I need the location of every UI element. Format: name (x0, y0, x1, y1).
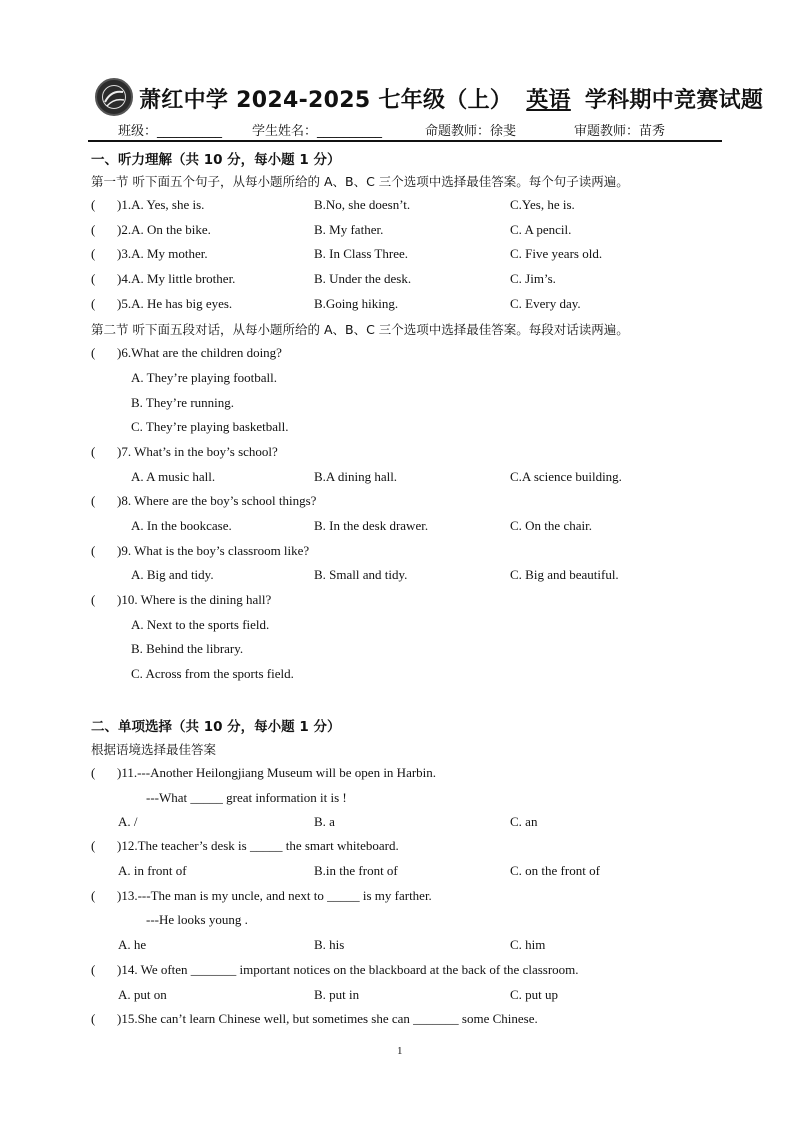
question-8-options: A. In the bookcase. B. In the desk drawer. C. On the chair. (131, 518, 592, 533)
question-13-line2: ---He looks young . (146, 912, 248, 927)
question-9: ( )9. What is the boy’s classroom like? (91, 543, 310, 558)
reviewer-label: 审题教师：苗秀 (574, 124, 666, 139)
question-10: ( )10. Where is the dining hall? (91, 592, 272, 607)
school-logo (95, 78, 133, 116)
question-11-options: A. / B. a C. an (118, 814, 538, 829)
question-7-options: A. A music hall. B.A dining hall. C.A science building. (131, 469, 622, 484)
question-12: ( )12.The teacher’s desk is _____ the smart whiteboard. (91, 838, 399, 853)
header-divider (88, 140, 722, 142)
section2-instructions: 根据语境选择最佳答案 (91, 742, 217, 757)
page-number: 1 (397, 1045, 403, 1057)
question-7: ( )7. What’s in the boy’s school? (91, 444, 278, 459)
question-6-option-b: B. They’re running. (131, 395, 235, 410)
question-8: ( )8. Where are the boy’s school things? (91, 493, 317, 508)
question-6-option-a: A. They’re playing football. (131, 370, 277, 385)
section2-heading: 二、单项选择（共 10 分，每小题 1 分） (91, 719, 341, 735)
question-3: ( )3.A. My mother. B. In Class Three. C. Five years old. (91, 246, 603, 261)
question-10-option-c: C. Across from the sports field. (131, 666, 294, 681)
question-10-option-b: B. Behind the library. (131, 641, 244, 656)
question-12-options: A. in front of B.in the front of C. on the front of (118, 863, 600, 878)
exam-subject: 英语 (526, 88, 571, 113)
question-13-options: A. he B. his C. him (118, 937, 546, 952)
class-label: 班级：__________ (118, 124, 223, 139)
question-11: ( )11.---Another Heilongjiang Museum will be open in Harbin. (91, 765, 437, 780)
question-9-options: A. Big and tidy. B. Small and tidy. C. Big and beautiful. (131, 567, 619, 582)
question-15: ( )15.She can’t learn Chinese well, but sometimes she can _______ some Chinese. (91, 1011, 538, 1026)
student-name-label: 学生姓名：__________ (252, 124, 383, 139)
question-11-line2: ---What _____ great information it is ! (146, 790, 347, 805)
author-label: 命题教师：徐斐 (425, 124, 517, 139)
question-2: ( )2.A. On the bike. B. My father. C. A pencil. (91, 222, 572, 237)
section1-part2-instructions: 第二节 听下面五段对话，从每小题所给的 A、B、C 三个选项中选择最佳答案。每段对话读两遍。 (91, 322, 629, 337)
question-1: ( )1.A. Yes, she is. B.No, she doesn’t. C.Yes, he is. (91, 197, 575, 212)
question-6-option-c: C. They’re playing basketball. (131, 419, 289, 434)
section1-part1-instructions: 第一节 听下面五个句子，从每小题所给的 A、B、C 三个选项中选择最佳答案。每个句子读两遍。 (91, 174, 629, 189)
question-14: ( )14. We often _______ important notices on the blackboard at the back of the classroom. (91, 962, 579, 977)
question-4: ( )4.A. My little brother. B. Under the desk. C. Jim’s. (91, 271, 556, 286)
question-5: ( )5.A. He has big eyes. B.Going hiking. C. Every day. (91, 296, 581, 311)
logo-emblem-icon (97, 80, 131, 114)
section1-heading: 一、听力理解（共 10 分，每小题 1 分） (91, 152, 341, 168)
question-14-options: A. put on B. put in C. put up (118, 987, 559, 1002)
exam-title: 萧红中学 2024-2025 七年级（上） 英语 学科期中竞赛试题 (139, 83, 763, 114)
question-6: ( )6.What are the children doing? (91, 345, 282, 360)
question-10-option-a: A. Next to the sports field. (131, 617, 270, 632)
question-13: ( )13.---The man is my uncle, and next to _____ is my farther. (91, 888, 432, 903)
